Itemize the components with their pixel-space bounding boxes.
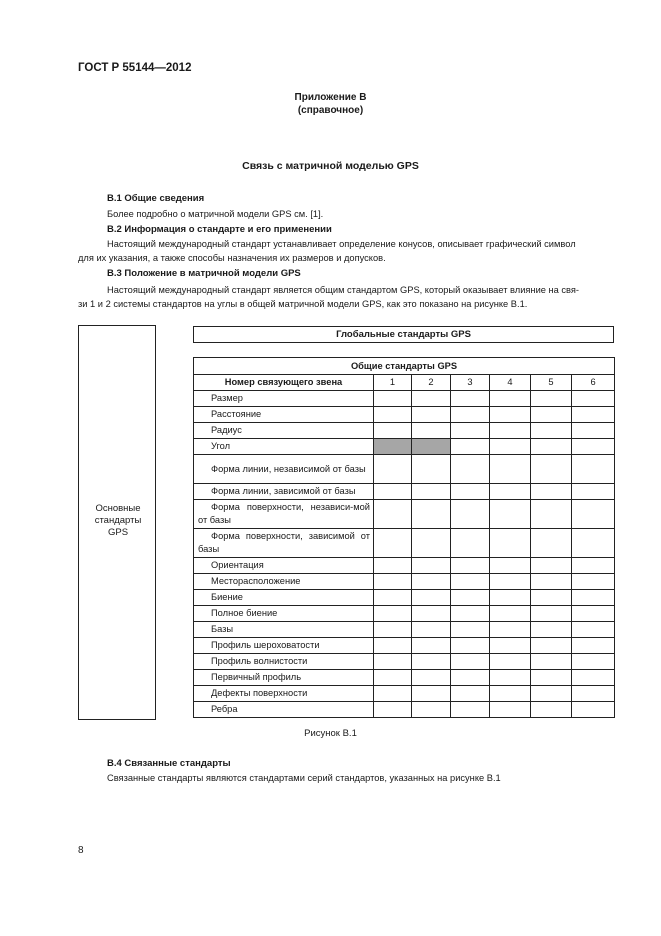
matrix-cell — [531, 423, 572, 439]
feature-name-cell: Профиль волнистости — [194, 654, 374, 670]
matrix-cell — [531, 606, 572, 622]
matrix-cell — [374, 484, 412, 500]
matrix-cell — [451, 686, 490, 702]
matrix-cell — [531, 407, 572, 423]
table-row — [194, 606, 615, 622]
matrix-cell — [451, 558, 490, 574]
section-b2-line1: Настоящий международный стандарт устанавливает определение конусов, описывает графический символ — [107, 239, 576, 249]
table-row — [194, 702, 615, 718]
matrix-cell — [572, 590, 615, 606]
feature-name-cell: Первичный профиль — [194, 670, 374, 686]
feature-name-cell: Месторасположение — [194, 574, 374, 590]
matrix-cell — [531, 670, 572, 686]
matrix-cell — [374, 590, 412, 606]
feature-name-cell: Полное биение — [194, 606, 374, 622]
column-number: 6 — [572, 375, 615, 391]
matrix-cell — [490, 423, 531, 439]
common-standards-header: Общие стандарты GPS — [194, 358, 615, 375]
table-row — [194, 654, 615, 670]
matrix-cell — [490, 606, 531, 622]
matrix-cell — [490, 686, 531, 702]
matrix-cell — [572, 558, 615, 574]
matrix-cell — [412, 529, 451, 558]
matrix-cell — [374, 702, 412, 718]
feature-name-cell: Ребра — [194, 702, 374, 718]
table-row — [194, 391, 615, 407]
matrix-cell — [374, 423, 412, 439]
matrix-cell — [451, 391, 490, 407]
matrix-cell — [374, 654, 412, 670]
matrix-cell — [412, 500, 451, 529]
matrix-cell — [412, 455, 451, 484]
matrix-cell — [451, 702, 490, 718]
matrix-cell — [531, 455, 572, 484]
matrix-cell — [412, 686, 451, 702]
matrix-cell — [490, 391, 531, 407]
matrix-cell — [412, 439, 451, 455]
matrix-cell — [572, 670, 615, 686]
feature-name-cell: Профиль шероховатости — [194, 638, 374, 654]
table-row — [194, 500, 615, 529]
column-number: 5 — [531, 375, 572, 391]
matrix-cell — [412, 423, 451, 439]
matrix-cell — [572, 423, 615, 439]
matrix-cell — [451, 529, 490, 558]
matrix-cell — [451, 606, 490, 622]
feature-name-cell: Радиус — [194, 423, 374, 439]
matrix-cell — [374, 529, 412, 558]
matrix-cell — [572, 484, 615, 500]
matrix-cell — [531, 439, 572, 455]
matrix-cell — [531, 574, 572, 590]
matrix-cell — [412, 622, 451, 638]
feature-name-cell: Расстояние — [194, 407, 374, 423]
figure-caption: Рисунок В.1 — [304, 728, 357, 739]
matrix-cell — [374, 606, 412, 622]
matrix-cell — [412, 590, 451, 606]
section-b4-title: В.4 Связанные стандарты — [107, 758, 231, 769]
link-number-header: Номер связующего звена — [194, 375, 374, 391]
matrix-cell — [531, 654, 572, 670]
matrix-cell — [531, 558, 572, 574]
matrix-cell — [490, 590, 531, 606]
feature-name-cell: Биение — [194, 590, 374, 606]
matrix-cell — [490, 484, 531, 500]
global-standards-box: Глобальные стандарты GPS — [193, 326, 614, 343]
table-row — [194, 407, 615, 423]
table-row — [194, 622, 615, 638]
gps-matrix-table — [193, 357, 615, 718]
matrix-cell — [412, 638, 451, 654]
section-b2-line2: для их указания, а также способы назначения их размеров и допусков. — [78, 253, 386, 263]
matrix-cell — [374, 558, 412, 574]
feature-name-cell: Ориентация — [194, 558, 374, 574]
matrix-cell — [572, 455, 615, 484]
column-number: 4 — [490, 375, 531, 391]
matrix-cell — [412, 654, 451, 670]
matrix-cell — [572, 654, 615, 670]
matrix-cell — [490, 638, 531, 654]
page-number: 8 — [78, 845, 84, 856]
matrix-cell — [451, 622, 490, 638]
section-b3-line1: Настоящий международный стандарт является общим стандартом GPS, который оказывает влияние на свя- — [107, 285, 580, 295]
matrix-cell — [490, 670, 531, 686]
matrix-cell — [412, 574, 451, 590]
table-row — [194, 558, 615, 574]
matrix-cell — [374, 670, 412, 686]
matrix-cell — [490, 529, 531, 558]
table-row — [194, 574, 615, 590]
section-b4-text: Связанные стандарты являются стандартами серий стандартов, указанных на рисунке В.1 — [107, 773, 501, 783]
matrix-cell — [451, 670, 490, 686]
section-b2-title: В.2 Информация о стандарте и его применении — [107, 224, 332, 235]
matrix-cell — [490, 654, 531, 670]
feature-name-cell: Угол — [194, 439, 374, 455]
feature-name-cell: Базы — [194, 622, 374, 638]
matrix-cell — [451, 439, 490, 455]
matrix-cell — [412, 391, 451, 407]
matrix-cell — [531, 622, 572, 638]
feature-name-cell: Дефекты поверхности — [194, 686, 374, 702]
appendix-title: Приложение В — [294, 92, 367, 103]
matrix-cell — [374, 407, 412, 423]
matrix-cell — [572, 407, 615, 423]
matrix-cell — [412, 484, 451, 500]
matrix-cell — [490, 574, 531, 590]
matrix-cell — [572, 702, 615, 718]
matrix-cell — [531, 686, 572, 702]
section-b1-title: В.1 Общие сведения — [107, 193, 205, 204]
matrix-cell — [451, 455, 490, 484]
feature-name-cell: Форма поверхности, зависимой от базы — [194, 529, 374, 558]
table-row — [194, 484, 615, 500]
matrix-cell — [531, 590, 572, 606]
link-number-row — [194, 375, 615, 391]
matrix-cell — [531, 500, 572, 529]
matrix-cell — [572, 500, 615, 529]
table-row — [194, 686, 615, 702]
table-row — [194, 638, 615, 654]
matrix-cell — [451, 423, 490, 439]
matrix-cell — [451, 484, 490, 500]
matrix-cell — [374, 455, 412, 484]
matrix-cell — [374, 439, 412, 455]
matrix-cell — [412, 407, 451, 423]
document-title: Связь с матричной моделью GPS — [242, 160, 419, 172]
table-row — [194, 439, 615, 455]
matrix-cell — [374, 638, 412, 654]
column-number: 3 — [451, 375, 490, 391]
matrix-cell — [374, 500, 412, 529]
feature-name-cell: Форма поверхности, независи-мой от базы — [194, 500, 374, 529]
matrix-cell — [412, 558, 451, 574]
matrix-cell — [490, 558, 531, 574]
matrix-cell — [490, 439, 531, 455]
feature-name-cell: Форма линии, независимой от базы — [194, 455, 374, 484]
matrix-cell — [572, 574, 615, 590]
table-row — [194, 529, 615, 558]
feature-name-cell: Форма линии, зависимой от базы — [194, 484, 374, 500]
matrix-cell — [531, 702, 572, 718]
matrix-cell — [572, 529, 615, 558]
matrix-cell — [451, 654, 490, 670]
table-row — [194, 670, 615, 686]
matrix-cell — [374, 574, 412, 590]
matrix-cell — [374, 686, 412, 702]
matrix-cell — [374, 391, 412, 407]
table-row — [194, 590, 615, 606]
matrix-cell — [572, 638, 615, 654]
matrix-cell — [490, 407, 531, 423]
matrix-cell — [412, 606, 451, 622]
matrix-cell — [412, 702, 451, 718]
matrix-cell — [531, 529, 572, 558]
table-row — [194, 455, 615, 484]
feature-name-cell: Размер — [194, 391, 374, 407]
matrix-cell — [572, 391, 615, 407]
section-b3-title: В.3 Положение в матричной модели GPS — [107, 268, 301, 279]
matrix-cell — [374, 622, 412, 638]
table-row — [194, 423, 615, 439]
matrix-cell — [572, 606, 615, 622]
matrix-cell — [572, 622, 615, 638]
matrix-cell — [451, 407, 490, 423]
column-number: 2 — [412, 375, 451, 391]
matrix-cell — [490, 455, 531, 484]
matrix-cell — [412, 670, 451, 686]
matrix-cell — [490, 500, 531, 529]
matrix-cell — [451, 638, 490, 654]
matrix-cell — [531, 484, 572, 500]
matrix-cell — [531, 638, 572, 654]
basic-standards-label: Основные стандарты GPS — [94, 503, 142, 538]
matrix-cell — [451, 574, 490, 590]
matrix-cell — [531, 391, 572, 407]
section-b1-text: Более подробно о матричной модели GPS см. [1]. — [107, 209, 324, 219]
column-number: 1 — [374, 375, 412, 391]
matrix-cell — [490, 622, 531, 638]
standard-header: ГОСТ Р 55144—2012 — [78, 62, 192, 74]
matrix-cell — [572, 686, 615, 702]
matrix-cell — [451, 500, 490, 529]
section-b3-line2: зи 1 и 2 системы стандартов на углы в общей матричной модели GPS, как это показано на рисунке В.1. — [78, 299, 528, 309]
matrix-cell — [451, 590, 490, 606]
appendix-subtitle: (справочное) — [297, 105, 364, 116]
matrix-cell — [490, 702, 531, 718]
matrix-cell — [572, 439, 615, 455]
